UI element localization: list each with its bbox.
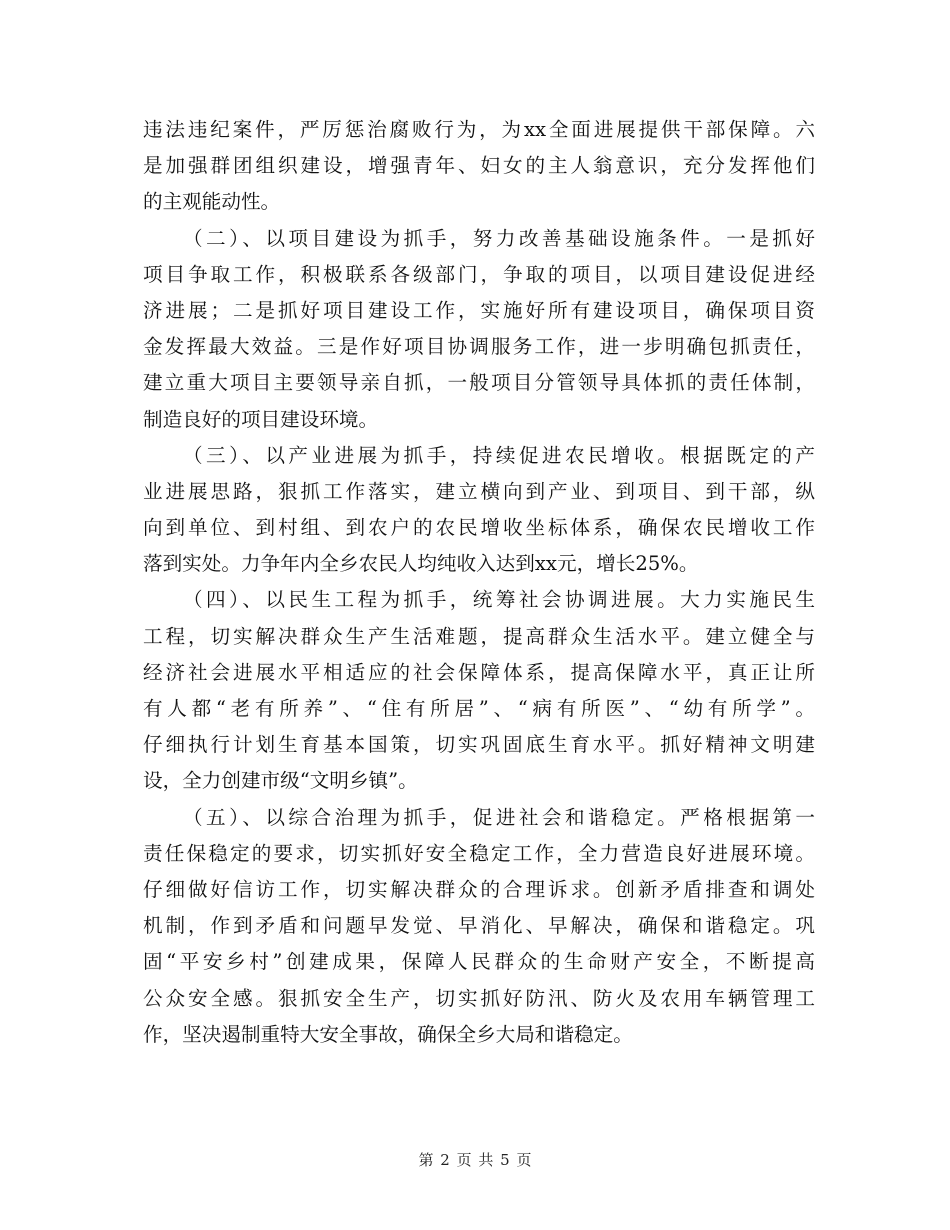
text-line: 有人都“老有所养”、“住有所居”、“病有所医”、“幼有所学”。	[143, 697, 815, 720]
text-line: 责任保稳定的要求，切实抓好安全稳定工作，全力营造良好进展环境。	[143, 841, 815, 865]
text-line: （三）、以产业进展为抓手，持续促进农民增收。根据既定的产	[183, 443, 815, 467]
text-line: 的主观能动性。	[143, 190, 281, 214]
text-line: 作，坚决遏制重特大安全事故，确保全乡大局和谐稳定。	[143, 1022, 633, 1046]
text-line: 是加强群团组织建设，增强青年、妇女的主人翁意识，充分发挥他们	[143, 154, 815, 178]
text-line: 向到单位、到村组、到农户的农民增收坐标体系，确保农民增收工作	[143, 516, 815, 540]
text-line: 设，全力创建市级“文明乡镇”。	[143, 769, 418, 793]
text-line: 金发挥最大效益。三是作好项目协调服务工作，进一步明确包抓责任，	[143, 335, 815, 359]
text-line: 违法违纪案件，严厉惩治腐败行为，为xx全面进展提供干部保障。六	[143, 118, 815, 141]
text-line: 建立重大项目主要领导亲自抓，一般项目分管领导具体抓的责任体制，	[143, 371, 815, 395]
text-line: （二）、以项目建设为抓手，努力改善基础设施条件。一是抓好	[183, 226, 815, 250]
text-line: 仔细做好信访工作，切实解决群众的合理诉求。创新矛盾排查和调处	[143, 877, 815, 901]
text-line: 制造良好的项目建设环境。	[143, 407, 379, 431]
text-line: 业进展思路，狠抓工作落实，建立横向到产业、到项目、到干部，纵	[143, 479, 815, 503]
text-line: 项目争取工作，积极联系各级部门，争取的项目，以项目建设促进经	[143, 262, 815, 286]
text-line: 工程，切实解决群众生产生活难题，提高群众生活水平。建立健全与	[143, 624, 815, 648]
page-footer: 第 2 页 共 5 页	[418, 1151, 532, 1169]
document-body	[143, 112, 815, 1053]
text-line: 仔细执行计划生育基本国策，切实巩固底生育水平。抓好精神文明建	[143, 733, 815, 757]
text-line: 公众安全感。狠抓安全生产，切实抓好防汛、防火及农用车辆管理工	[143, 986, 815, 1010]
text-line: 落到实处。力争年内全乡农民人均纯收入达到xx元，增长25%。	[143, 552, 699, 576]
text-line: 固“平安乡村”创建成果，保障人民群众的生命财产安全，不断提高	[143, 950, 815, 974]
text-line: 济进展；二是抓好项目建设工作，实施好所有建设项目，确保项目资	[143, 298, 815, 322]
text-line: （四）、以民生工程为抓手，统筹社会协调进展。大力实施民生	[183, 588, 815, 612]
text-line: （五）、以综合治理为抓手，促进社会和谐稳定。严格根据第一	[183, 805, 815, 829]
text-line: 经济社会进展水平相适应的社会保障体系，提高保障水平，真正让所	[143, 660, 815, 684]
text-line: 机制，作到矛盾和问题早发觉、早消化、早解决，确保和谐稳定。巩	[143, 914, 815, 938]
